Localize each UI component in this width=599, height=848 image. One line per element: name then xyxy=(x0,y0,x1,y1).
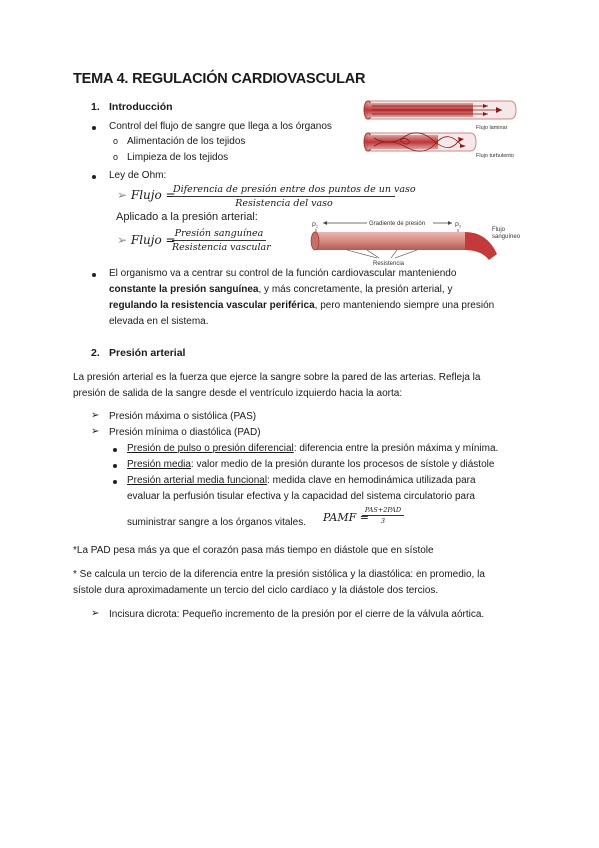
pamf-def-1: : medida clave en hemodinámica utilizada para xyxy=(267,475,476,486)
formula2-fraction xyxy=(172,228,271,253)
arrow-marker-icon: ➢ xyxy=(117,188,128,202)
bold-regulando: regulando la resistencia vascular periférica xyxy=(109,300,315,311)
vessel-tube xyxy=(315,232,465,250)
mean-pressure-def: : valor medio de la presión durante los procesos de sístole y diástole xyxy=(190,459,495,470)
fraction-bar xyxy=(172,240,266,241)
p1-label: P₁ xyxy=(312,223,319,229)
item-pad: Presión mínima o diastólica (PAD) xyxy=(109,427,261,438)
formula1-lhs-text: Flujo = xyxy=(130,188,176,202)
turbulent-label: Flujo turbulento xyxy=(476,153,514,159)
pulse-pressure-def: : diferencia entre la presión máxima y mínima. xyxy=(293,443,499,454)
pamf-lhs: PAMF = xyxy=(323,511,369,524)
bullet-dot xyxy=(113,480,117,484)
laminar-label: Flujo laminar xyxy=(476,125,508,131)
arrow-marker-icon: ➢ xyxy=(117,233,128,247)
applied-label: Aplicado a la presión arterial: xyxy=(116,211,258,223)
formula2-lhs-text: Flujo = xyxy=(130,233,176,247)
bullet-ley-ohm: Ley de Ohm: xyxy=(109,170,167,181)
para-line-2-rest: , y más concretamente, la presión arterial, y xyxy=(258,284,453,295)
bullet-control-flujo: Control del flujo de sangre que llega a los órganos xyxy=(109,121,332,132)
pamf-denominator: 3 xyxy=(380,517,386,525)
fraction-bar xyxy=(173,196,395,197)
formula2-denominator: Resistencia vascular xyxy=(172,242,271,253)
formula2-lhs xyxy=(117,233,176,247)
section1-number: 1. xyxy=(91,101,100,113)
section2-heading: Presión arterial xyxy=(109,347,186,359)
note-third-line-2: sístole dura aproximadamente un tercio del ciclo cardíaco y la diástole dos tercios. xyxy=(73,585,439,596)
pamf-numerator: PAS+2PAD xyxy=(364,506,402,514)
item-incisura: Incisura dicrota: Pequeño incremento de la presión por el cierre de la válvula aórtica. xyxy=(109,609,485,620)
flow-types-figure xyxy=(360,99,535,161)
p2-label: P₂ xyxy=(455,223,462,229)
pamf-term: Presión arterial media funcional xyxy=(127,475,268,486)
item-mean-pressure xyxy=(127,457,494,472)
section2-number: 2. xyxy=(91,347,100,359)
intro-line-2: presión de salida de la sangre desde el ventrículo izquierdo hacia la aorta: xyxy=(73,388,403,399)
para-line-1: El organismo va a centrar su control de la función cardiovascular manteniendo xyxy=(109,268,457,279)
bullet-dot xyxy=(113,448,117,452)
item-pulse-pressure xyxy=(127,441,498,456)
bold-constante: constante la presión sanguínea xyxy=(109,284,259,295)
blood-flow-label-2: sanguíneo xyxy=(492,234,521,240)
laminar-flow-tube xyxy=(364,101,516,119)
note-third-line-1: * Se calcula un tercio de la diferencia entre la presión sistólica y la diastólica: en promedio, la xyxy=(73,569,485,580)
pamf-def-3: suministrar sangre a los órganos vitales. xyxy=(127,517,306,528)
page-title: TEMA 4. REGULACIÓN CARDIOVASCULAR xyxy=(73,71,366,87)
pressure-gradient-figure xyxy=(287,214,523,266)
bullet-dot xyxy=(92,175,96,179)
resistance-label: Resistencia xyxy=(373,261,405,266)
pamf-fraction xyxy=(362,506,404,525)
bullet-dot xyxy=(92,126,96,130)
item-pamf xyxy=(127,473,476,488)
pamf-def-2: evaluar la perfusión tisular efectiva y la capacidad del sistema circulatorio para xyxy=(127,491,475,502)
formula2-numerator: Presión sanguínea xyxy=(174,228,264,239)
mean-pressure-term: Presión media xyxy=(127,459,191,470)
pulse-pressure-term: Presión de pulso o presión diferencial xyxy=(127,443,294,454)
arrow-bullet-icon: ➢ xyxy=(91,410,100,421)
para-line-4: elevada en el sistema. xyxy=(109,316,209,327)
fraction-bar xyxy=(362,515,404,516)
formula1-denominator: Resistencia del vaso xyxy=(235,198,333,209)
arrow-bullet-icon: ➢ xyxy=(91,426,100,437)
item-pas: Presión máxima o sistólica (PAS) xyxy=(109,411,257,422)
para-line-3-rest: , pero manteniendo siempre una presión xyxy=(314,300,495,311)
sub-alimentacion: Alimentación de los tejidos xyxy=(127,136,246,147)
note-pad: *La PAD pesa más ya que el corazón pasa más tiempo en diástole que en sístole xyxy=(73,545,434,556)
blood-flow-label: Flujo xyxy=(492,227,506,233)
section1-heading: Introducción xyxy=(109,101,173,113)
bullet-dot xyxy=(92,273,96,277)
turbulent-flow-tube xyxy=(364,133,476,151)
intro-line-1: La presión arterial es la fuerza que ejerce la sangre sobre la pared de las arterias. Refleja la xyxy=(73,372,481,383)
sub-limpieza: Limpieza de los tejidos xyxy=(127,152,229,163)
para-line-3 xyxy=(109,298,494,313)
formula1-lhs xyxy=(117,188,176,202)
arrow-bullet-icon: ➢ xyxy=(91,608,100,619)
formula1-numerator: Diferencia de presión entre dos puntos de un vaso xyxy=(173,184,416,195)
gradient-label: Gradiente de presión xyxy=(369,221,426,227)
bullet-dot xyxy=(113,464,117,468)
sub-bullet-circle: o xyxy=(113,136,119,146)
sub-bullet-circle: o xyxy=(113,152,119,162)
para-line-2 xyxy=(109,282,452,297)
formula1-fraction xyxy=(173,184,416,209)
